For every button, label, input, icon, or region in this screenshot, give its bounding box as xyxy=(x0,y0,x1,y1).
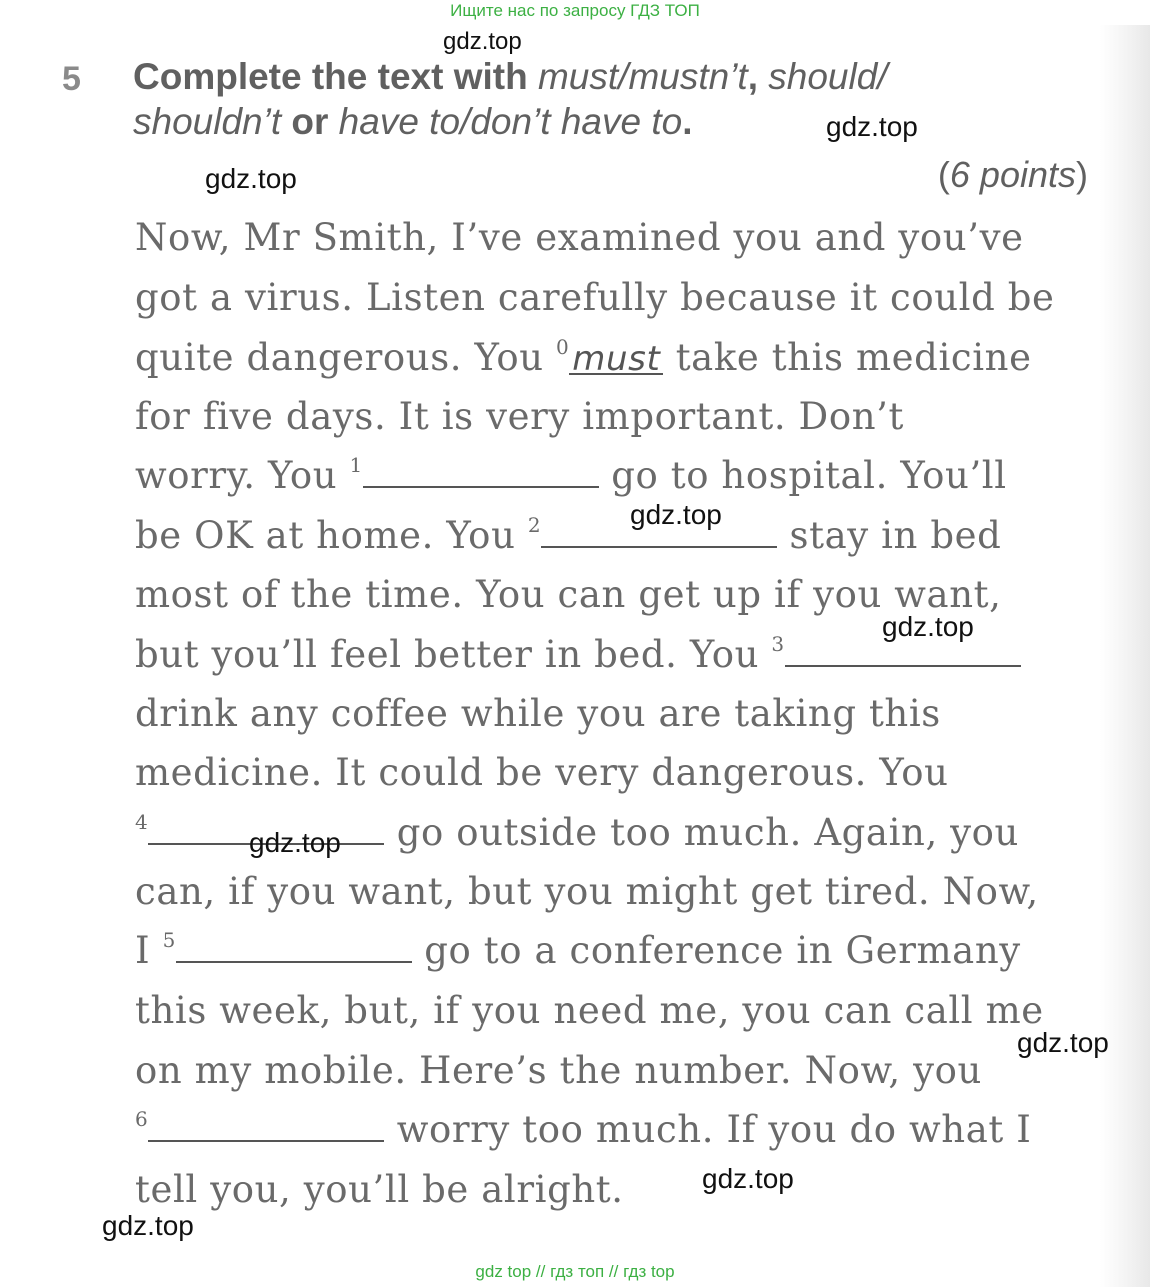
answer-blank-5[interactable] xyxy=(176,937,412,963)
gap-number: 4 xyxy=(135,810,149,834)
instruction-option-shouldnt: shouldn’t xyxy=(133,101,282,142)
text-line: on my mobile. Here’s the number. Now, you xyxy=(135,1049,982,1092)
instruction-text: . xyxy=(682,101,693,142)
gap-number: 1 xyxy=(349,453,363,477)
instruction-option-have-to: have to/don’t have to xyxy=(338,101,683,142)
text-line: $^6$ worry too much. If you do what I xyxy=(135,1107,1032,1151)
instruction-option-should: should/ xyxy=(768,56,888,97)
text-line: but you’ll feel better in bed. You $^3$ xyxy=(135,636,1021,673)
exercise-number: 5 xyxy=(62,60,81,98)
watermark: gdz.top xyxy=(882,611,974,642)
text-line: quite dangerous. You $^0$must take this medicine xyxy=(135,335,1032,379)
text-line: Now, Mr Smith, I’ve examined you and you’ve xyxy=(135,216,1024,259)
instruction-option-must: must/mustn’t xyxy=(537,56,748,97)
text-line: drink any coffee while you are taking this xyxy=(135,692,941,735)
text-line: worry. You $^1$ go to hospital. You’ll xyxy=(135,453,1007,497)
instruction-text: or xyxy=(281,101,339,142)
text-line: $^4$ go outside too much. Again, you xyxy=(135,810,1019,854)
text-line: got a virus. Listen carefully because it could be xyxy=(135,276,1055,319)
gap-number: 3 xyxy=(771,632,785,656)
gap-number: 5 xyxy=(162,928,176,952)
answer-blank-1[interactable] xyxy=(363,462,599,488)
exercise-instruction xyxy=(133,54,1073,144)
text-line: most of the time. You can get up if you want, xyxy=(135,573,1002,616)
points-value: 6 points xyxy=(949,154,1076,195)
watermark: gdz.top xyxy=(630,499,722,530)
watermark: gdz.top xyxy=(1017,1027,1109,1058)
gap-number: 0 xyxy=(556,335,570,359)
watermark: gdz.top xyxy=(249,827,341,858)
gap-number: 6 xyxy=(135,1107,149,1131)
footer-links[interactable]: gdz top // гдз топ // гдз top xyxy=(475,1262,675,1281)
instruction-text: Complete the text with xyxy=(133,56,538,97)
answer-blank-3[interactable] xyxy=(785,641,1021,667)
answer-blank-6[interactable] xyxy=(148,1116,384,1142)
watermark: gdz.top xyxy=(702,1163,794,1194)
text-line: be OK at home. You $^2$ stay in bed xyxy=(135,513,1002,557)
text-line: medicine. It could be very dangerous. You xyxy=(135,751,949,794)
instruction-text: , xyxy=(747,56,769,97)
points-label: (6 points) xyxy=(937,154,1088,195)
text-line: for five days. It is very important. Don’t xyxy=(135,395,904,438)
watermark: gdz.top xyxy=(205,163,297,194)
text-line: this week, but, if you need me, you can call me xyxy=(135,989,1044,1032)
header-search-link[interactable]: Ищите нас по запросу ГДЗ ТОП xyxy=(450,1,700,20)
text-line: I $^5$ go to a conference in Germany xyxy=(135,928,1021,972)
watermark: gdz.top xyxy=(102,1210,194,1241)
text-line: tell you, you’ll be alright. xyxy=(135,1168,624,1211)
text-line: can, if you want, but you might get tired. Now, xyxy=(135,870,1039,913)
page-edge-shadow xyxy=(1100,25,1150,1287)
watermark: gdz.top xyxy=(443,28,522,55)
gap-number: 2 xyxy=(527,513,542,537)
example-answer: must xyxy=(569,345,663,375)
watermark: gdz.top xyxy=(826,111,918,142)
